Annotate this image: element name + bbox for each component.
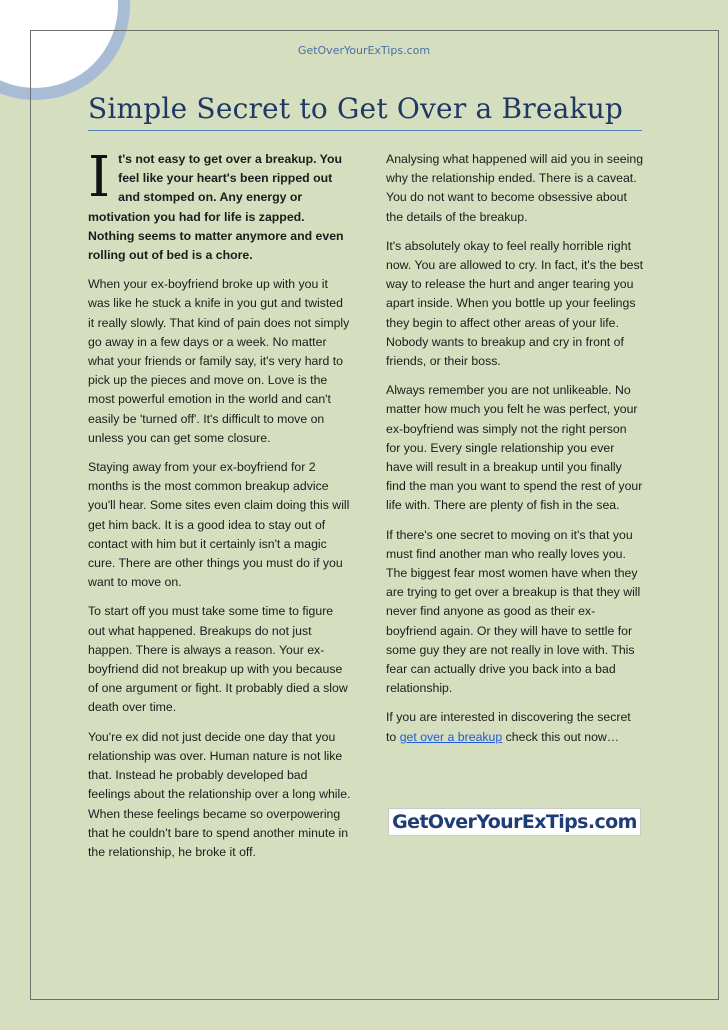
right-column: [386, 150, 644, 757]
body-paragraph: Analysing what happened will aid you in seeing why the relationship ended. There is a caveat. You do not want to become obsessive about the details of the breakup.: [386, 152, 644, 224]
breakup-link[interactable]: get over a breakup: [399, 729, 503, 744]
article-title: Simple Secret to Get Over a Breakup: [88, 92, 624, 125]
body-paragraph: When your ex-boyfriend broke up with you it was like he stuck a knife in you gut and twisted it really slowly. That kind of pain does not simply go away in a few days or a week. No matter what your friends or family say, it's very hard to pick up the pieces and move on. Love is the most powerful emotion in the world and can't easily be 'turned off'. It's difficult to move on unless you can get some closure.: [88, 277, 350, 445]
intro-paragraph: [88, 145, 352, 265]
body-paragraph: Always remember you are not unlikeable. No matter how much you felt he was perfect, your ex-boyfriend was simply not the right person for you. Every single relationship you ever have will result in a breakup until you finally find the man you want to spend the rest of your life with. There are plenty of fish in the sea.: [386, 383, 643, 513]
body-paragraph: Staying away from your ex-boyfriend for 2 months is the most common breakup advice you'll hear. Some sites even claim doing this will get him back. It is a good idea to stay out of contact with him but it certainly isn't a magic cure. There are other things you must do if you want to move on.: [88, 460, 350, 590]
drop-cap: I: [88, 145, 111, 210]
body-paragraph: If there's one secret to moving on it's that you must find another man who really loves you. The biggest fear most women have when they are trying to get over a breakup is that they will never find anyone as good as their ex-boyfriend again. Or they will have to settle for some guy they are not really in love with. This fear can actually drive you back into a bad relationship.: [386, 527, 641, 696]
left-column: [88, 145, 352, 872]
cta-text-after: check this out now…: [502, 729, 620, 744]
intro-text: t's not easy to get over a breakup. You feel like your heart's been ripped out and stomped on. Any energy or motivation you had for life is zapped. Nothing seems to matter anymore and even rolling out of bed is a chore.: [88, 152, 344, 263]
body-paragraph: To start off you must take some time to figure out what happened. Breakups do not just happen. There is always a reason. Your ex-boyfriend did not breakup up with you because of one argument or fight. It probably died a slow death over time.: [88, 604, 348, 715]
cta-paragraph: [386, 708, 644, 746]
site-header: GetOverYourExTips.com: [297, 44, 431, 57]
body-paragraph: You're ex did not just decide one day that you relationship was over. Human nature is not like that. Instead he probably developed bad feelings about the relationship over a long while. When these feelings became so overpowering that he couldn't bare to spend another minute in the relationship, he broke it off.: [88, 729, 351, 859]
site-logo[interactable]: GetOverYourExTips.com: [388, 808, 641, 836]
body-paragraph: It's absolutely okay to feel really horrible right now. You are allowed to cry. In fact, it's the best way to release the hurt and anger tearing you apart inside. When you bottle up your feelings they begin to affect other areas of your life. Nobody wants to breakup and cry in front of friends, or their boss.: [386, 238, 644, 369]
title-divider: [88, 130, 642, 131]
cta-text-before: If you are interested in discovering the secret to: [386, 710, 631, 744]
